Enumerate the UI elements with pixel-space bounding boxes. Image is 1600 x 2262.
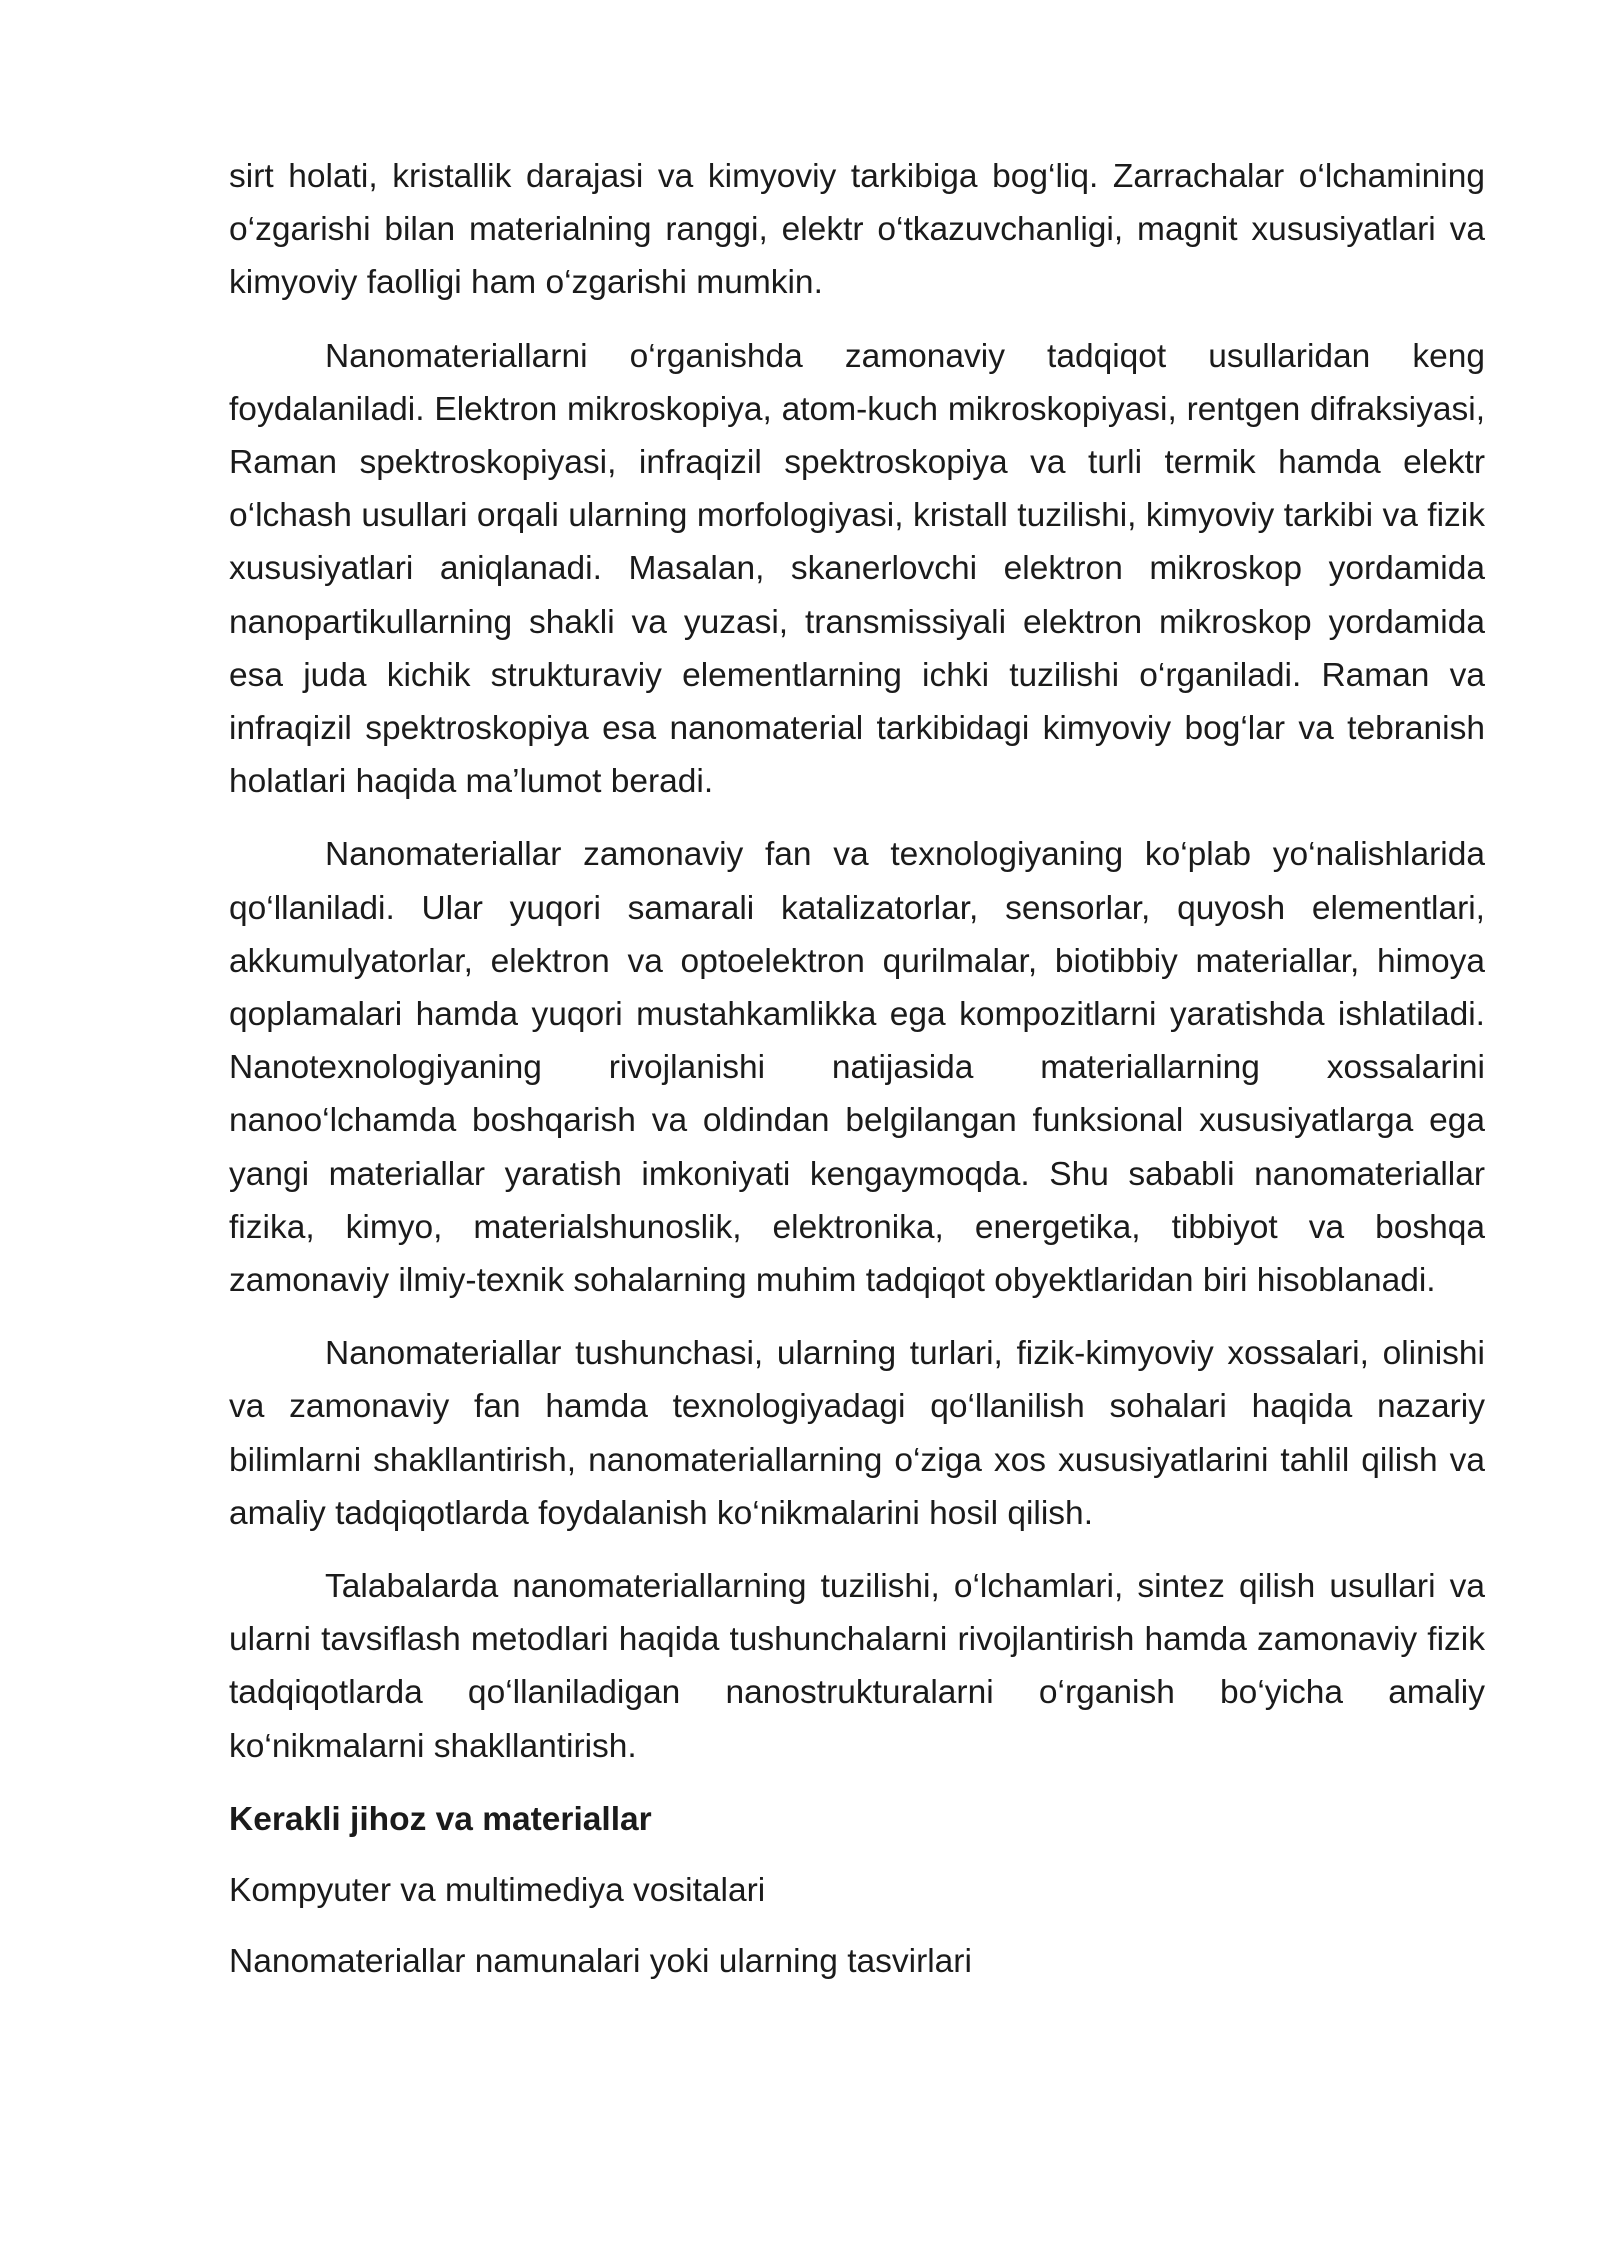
paragraph-objectives: Talabalarda nanomateriallarning tuzilishi, o‘lchamlari, sintez qilish usullari va ularni tavsiflash metodlari haqida tushunchalarni rivojlantirish hamda zamonaviy fizik tadqiqotlarda qo‘llaniladigan nanostrukturalarni o‘rganish bo‘yicha amaliy ko‘nikmalarni shakllantirish.	[229, 1568, 1485, 1765]
list-item: Nanomateriallar namunalari yoki ularning tasvirlari	[229, 1943, 972, 1981]
paragraph-goal: Nanomateriallar tushunchasi, ularning turlari, fizik-kimyoviy xossalari, olinishi va zamonaviy fan hamda texnologiyadagi qo‘llanilish sohalari haqida nazariy bilimlarni shakllantirish, nanomateriallarning o‘ziga xos xususiyatlarini tahlil qilish va amaliy tadqiqotlarda foydalanish ko‘nikmalarini hosil qilish.	[229, 1335, 1485, 1532]
paragraph-continuation: sirt holati, kristallik darajasi va kimyoviy tarkibiga bog‘liq. Zarrachalar o‘lchamining o‘zgarishi bilan materialning ranggi, elektr o‘tkazuvchanligi, magnit xususiyatlari va kimyoviy faolligi ham o‘zgarishi mumkin.	[229, 158, 1485, 302]
document-page	[229, 150, 1485, 2007]
section-heading: Kerakli jihoz va materiallar	[229, 1800, 652, 1838]
paragraph-research-methods: Nanomateriallarni o‘rganishda zamonaviy tadqiqot usullaridan keng foydalaniladi. Elektron mikroskopiya, atom-kuch mikroskopiyasi, rentgen difraksiyasi, Raman spektroskopiyasi, infraqizil spektroskopiya va turli termik hamda elektr o‘lchash usullari orqali ularning morfologiyasi, kristall tuzilishi, kimyoviy tarkibi va fizik xususiyatlari aniqlanadi. Masalan, skanerlovchi elektron mikroskop yordamida nanopartikullarning shakli va yuzasi, transmissiyali elektron mikroskop yordamida esa juda kichik strukturaviy elementlarning ichki tuzilishi o‘rganiladi. Raman va infraqizil spektroskopiya esa nanomaterial tarkibidagi kimyoviy bog‘lar va tebranish holatlari haqida ma’lumot beradi.	[229, 337, 1485, 801]
paragraph-applications: Nanomateriallar zamonaviy fan va texnologiyaning ko‘plab yo‘nalishlarida qo‘llaniladi. Ular yuqori samarali katalizatorlar, sensorlar, quyosh elementlari, akkumulyatorlar, elektron va optoelektron qurilmalar, biotibbiy materiallar, himoya qoplamalari hamda yuqori mustahkamlikka ega kompozitlarni yaratishda ishlatiladi. Nanotexnologiyaning rivojlanishi natijasida materiallarning xossalarini nanoo‘lchamda boshqarish va oldindan belgilangan funksional xususiyatlarga ega yangi materiallar yaratish imkoniyati kengaymoqda. Shu sababli nanomateriallar fizika, kimyo, materialshunoslik, elektronika, energetika, tibbiyot va boshqa zamonaviy ilmiy-texnik sohalarning muhim tadqiqot obyektlaridan biri hisoblanadi.	[229, 836, 1485, 1300]
list-item: Kompyuter va multimediya vositalari	[229, 1872, 766, 1910]
